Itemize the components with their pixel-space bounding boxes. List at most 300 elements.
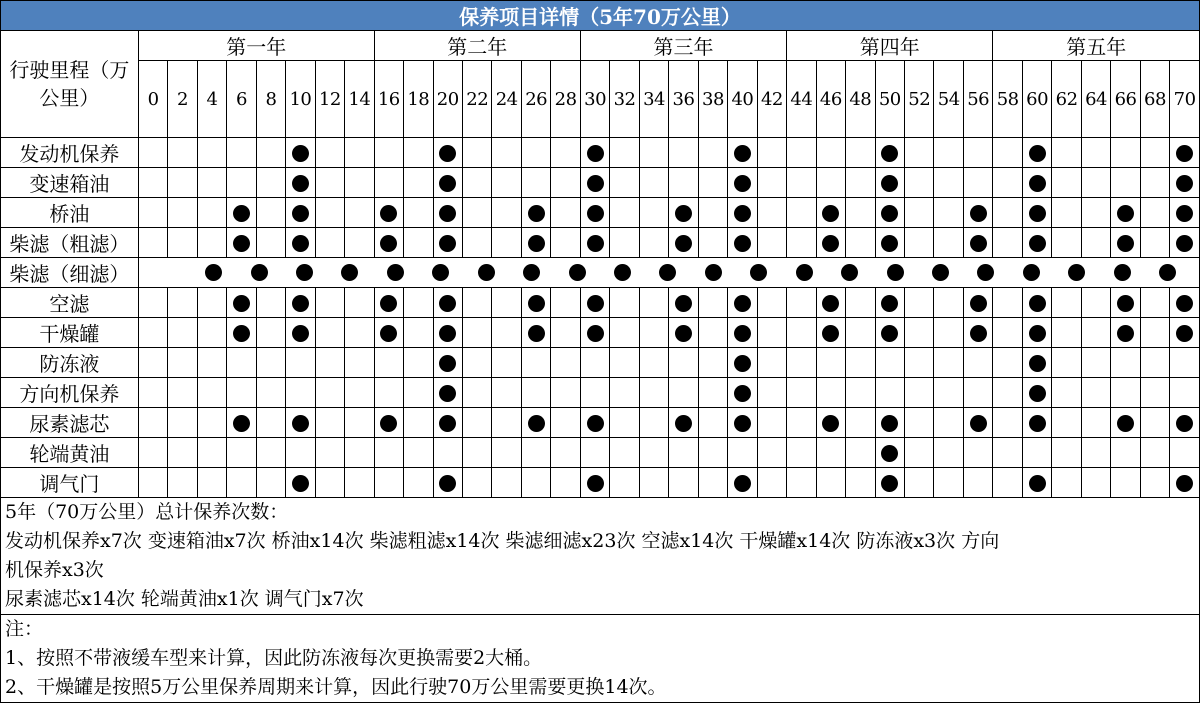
schedule-cell (1052, 408, 1081, 438)
maintenance-mark (970, 205, 987, 222)
schedule-cell (404, 138, 433, 168)
item-label: 桥油 (1, 198, 139, 228)
schedule-cell (610, 318, 639, 348)
schedule-cell (875, 198, 904, 228)
schedule-cell (315, 138, 344, 168)
maintenance-mark (881, 145, 898, 162)
schedule-cell (492, 288, 521, 318)
maintenance-mark (587, 475, 604, 492)
schedule-cell (639, 168, 668, 198)
maintenance-mark (205, 264, 222, 281)
schedule-cell (757, 168, 786, 198)
schedule-cell (1170, 348, 1200, 378)
schedule-cell (580, 198, 609, 228)
schedule-cell (787, 228, 816, 258)
schedule-cell (1170, 288, 1200, 318)
maintenance-mark (734, 235, 751, 252)
schedule-cell (1022, 138, 1051, 168)
schedule-cell (345, 408, 374, 438)
maintenance-mark (439, 145, 456, 162)
schedule-cell (433, 228, 462, 258)
schedule-cell (875, 438, 904, 468)
maintenance-mark (659, 264, 676, 281)
schedule-cell (197, 288, 226, 318)
schedule-cell (227, 288, 256, 318)
table-row (1, 258, 1200, 288)
km-tick: 0 (138, 61, 167, 138)
maintenance-mark (387, 264, 404, 281)
item-label: 方向机保养 (1, 378, 139, 408)
schedule-cell (227, 138, 256, 168)
schedule-cell (1140, 438, 1169, 468)
year-header: 第四年 (787, 31, 993, 61)
maintenance-mark (1029, 475, 1046, 492)
schedule-cell (433, 348, 462, 378)
schedule-cell (905, 228, 934, 258)
maintenance-mark (614, 264, 631, 281)
schedule-cell (1081, 228, 1110, 258)
schedule-cell (462, 408, 491, 438)
schedule-cell (1170, 468, 1200, 498)
schedule-cell (374, 318, 403, 348)
schedule-cell (846, 168, 875, 198)
schedule-cell (492, 228, 521, 258)
schedule-cell (168, 378, 197, 408)
maintenance-mark (750, 264, 767, 281)
schedule-cell (521, 438, 550, 468)
schedule-cell (934, 138, 963, 168)
schedule-cell (551, 408, 580, 438)
schedule-cell (462, 348, 491, 378)
schedule-cell (138, 348, 167, 378)
schedule-cell (286, 468, 315, 498)
summary-block (0, 498, 1200, 615)
maintenance-mark (233, 235, 250, 252)
schedule-cell (197, 408, 226, 438)
item-label: 防冻液 (1, 348, 139, 378)
item-label: 发动机保养 (1, 138, 139, 168)
maintenance-mark (380, 205, 397, 222)
schedule-cell (787, 378, 816, 408)
schedule-cell (492, 198, 521, 228)
schedule-cell (315, 228, 344, 258)
schedule-cell (138, 468, 167, 498)
km-tick: 24 (492, 61, 521, 138)
schedule-cell (1111, 138, 1140, 168)
schedule-cell (462, 468, 491, 498)
schedule-cell (757, 408, 786, 438)
schedule-cell (551, 378, 580, 408)
maintenance-mark (587, 145, 604, 162)
schedule-cell (787, 288, 816, 318)
schedule-cell (934, 198, 963, 228)
schedule-cell (698, 288, 727, 318)
maintenance-mark (439, 235, 456, 252)
summary-line-3: 尿素滤芯x14次 轮端黄油x1次 调气门x7次 (5, 588, 364, 610)
schedule-cell (934, 468, 963, 498)
schedule-cell (728, 408, 757, 438)
maintenance-mark (881, 235, 898, 252)
maintenance-mark (734, 145, 751, 162)
schedule-cell (1081, 168, 1110, 198)
schedule-cell (345, 438, 374, 468)
km-tick: 30 (580, 61, 609, 138)
year-header: 第一年 (138, 31, 374, 61)
schedule-cell (521, 468, 550, 498)
schedule-cell (934, 318, 963, 348)
schedule-cell (1140, 288, 1169, 318)
schedule-cell (963, 318, 992, 348)
maintenance-mark (233, 205, 250, 222)
schedule-cell (905, 438, 934, 468)
km-tick: 18 (404, 61, 433, 138)
schedule-cell (551, 438, 580, 468)
schedule-cell (138, 408, 167, 438)
maintenance-mark (1176, 295, 1193, 312)
schedule-cell (669, 288, 698, 318)
item-label: 空滤 (1, 288, 139, 318)
km-tick: 50 (875, 61, 904, 138)
schedule-cell (1170, 228, 1200, 258)
schedule-cell (905, 318, 934, 348)
maintenance-mark (1176, 145, 1193, 162)
schedule-cell (462, 198, 491, 228)
schedule-cell (404, 378, 433, 408)
km-tick: 8 (256, 61, 285, 138)
maintenance-mark (587, 415, 604, 432)
schedule-cell (816, 468, 845, 498)
maintenance-mark (1117, 325, 1134, 342)
schedule-cell (286, 228, 315, 258)
maintenance-mark (1176, 205, 1193, 222)
schedule-cell (1140, 378, 1169, 408)
schedule-cell (462, 288, 491, 318)
schedule-cell (551, 288, 580, 318)
schedule-cell (905, 138, 934, 168)
schedule-cell (315, 378, 344, 408)
schedule-cell (345, 228, 374, 258)
schedule-cell (1081, 198, 1110, 228)
schedule-cell (315, 288, 344, 318)
table-row (1, 468, 1200, 498)
schedule-cell (757, 348, 786, 378)
schedule-cell (1111, 198, 1140, 228)
km-row (1, 61, 1200, 138)
schedule-cell (227, 348, 256, 378)
schedule-cell (905, 168, 934, 198)
schedule-cell (1081, 378, 1110, 408)
schedule-cell (580, 168, 609, 198)
schedule-cell (934, 348, 963, 378)
schedule-cell (521, 378, 550, 408)
year-header: 第三年 (580, 31, 786, 61)
schedule-cell (1140, 168, 1169, 198)
schedule-cell (462, 378, 491, 408)
schedule-cell (1081, 468, 1110, 498)
schedule-cell (875, 318, 904, 348)
schedule-cell (963, 288, 992, 318)
km-tick: 46 (816, 61, 845, 138)
schedule-cell (374, 138, 403, 168)
km-tick: 38 (698, 61, 727, 138)
schedule-cell (551, 198, 580, 228)
schedule-cell (905, 348, 934, 378)
maintenance-mark (439, 475, 456, 492)
maintenance-mark (528, 295, 545, 312)
schedule-cell (580, 408, 609, 438)
schedule-cell (551, 348, 580, 378)
maintenance-mark (439, 355, 456, 372)
maintenance-mark (528, 235, 545, 252)
schedule-cell (639, 468, 668, 498)
maintenance-mark (1029, 385, 1046, 402)
maintenance-mark (528, 325, 545, 342)
schedule-cell (875, 288, 904, 318)
schedule-cell (846, 138, 875, 168)
maintenance-mark (341, 264, 358, 281)
maintenance-mark (796, 264, 813, 281)
schedule-cell (639, 438, 668, 468)
table-title: 保养项目详情（5年70万公里） (1, 1, 1200, 31)
schedule-cell (433, 288, 462, 318)
maintenance-mark (970, 325, 987, 342)
schedule-cell (551, 318, 580, 348)
schedule-cell (227, 408, 256, 438)
schedule-cell (757, 138, 786, 168)
maintenance-mark (977, 264, 994, 281)
schedule-cell (1140, 408, 1169, 438)
schedule-cell (846, 198, 875, 228)
schedule-cell (846, 228, 875, 258)
schedule-cell (168, 198, 197, 228)
maintenance-mark (380, 295, 397, 312)
schedule-cell (492, 318, 521, 348)
schedule-cell (286, 438, 315, 468)
maintenance-mark (734, 385, 751, 402)
maintenance-mark (1029, 175, 1046, 192)
schedule-cell (669, 198, 698, 228)
maintenance-mark (587, 235, 604, 252)
km-tick: 22 (462, 61, 491, 138)
schedule-cell (374, 468, 403, 498)
maintenance-mark (970, 295, 987, 312)
maintenance-mark (734, 295, 751, 312)
schedule-cell (580, 468, 609, 498)
maintenance-mark (587, 205, 604, 222)
schedule-cell (374, 228, 403, 258)
schedule-cell (757, 198, 786, 228)
schedule-cell (286, 348, 315, 378)
schedule-cell (1140, 318, 1169, 348)
item-label: 柴滤（细滤） (1, 258, 139, 288)
schedule-cell (197, 198, 226, 228)
schedule-cell (728, 288, 757, 318)
schedule-cell (286, 168, 315, 198)
schedule-cell (138, 288, 167, 318)
schedule-cell (934, 438, 963, 468)
schedule-cell (168, 348, 197, 378)
maintenance-mark (292, 475, 309, 492)
maintenance-mark (292, 145, 309, 162)
schedule-cell (374, 198, 403, 228)
schedule-cell (993, 378, 1022, 408)
maintenance-mark (841, 264, 858, 281)
schedule-cell (934, 228, 963, 258)
schedule-cell (433, 138, 462, 168)
schedule-cell (1111, 168, 1140, 198)
km-tick: 34 (639, 61, 668, 138)
summary-line-1: 发动机保养x7次 变速箱油x7次 桥油x14次 柴滤粗滤x14次 柴滤细滤x23次 空滤x14次 干燥罐x14次 防冻液x3次 方向 (5, 530, 1000, 552)
schedule-cell (846, 348, 875, 378)
km-tick: 32 (610, 61, 639, 138)
mileage-header-label: 行驶里程（万公里） (1, 31, 139, 138)
schedule-cell (846, 288, 875, 318)
schedule-cell (1111, 468, 1140, 498)
maintenance-mark (734, 325, 751, 342)
schedule-cell (698, 138, 727, 168)
schedule-cell (757, 468, 786, 498)
km-tick: 28 (551, 61, 580, 138)
schedule-cell (875, 138, 904, 168)
maintenance-mark (734, 205, 751, 222)
schedule-cell (286, 198, 315, 228)
schedule-cell (1081, 348, 1110, 378)
schedule-cell (315, 198, 344, 228)
schedule-cell (1170, 198, 1200, 228)
schedule-strip (138, 258, 1199, 288)
maintenance-mark (822, 325, 839, 342)
schedule-cell (521, 318, 550, 348)
maintenance-mark (675, 295, 692, 312)
schedule-cell (639, 408, 668, 438)
maintenance-mark (1117, 205, 1134, 222)
schedule-cell (345, 288, 374, 318)
schedule-cell (227, 318, 256, 348)
schedule-cell (816, 318, 845, 348)
schedule-cell (580, 138, 609, 168)
schedule-cell (462, 228, 491, 258)
schedule-cell (669, 408, 698, 438)
table-row (1, 138, 1200, 168)
schedule-cell (816, 348, 845, 378)
item-label: 尿素滤芯 (1, 408, 139, 438)
schedule-cell (993, 228, 1022, 258)
schedule-cell (138, 168, 167, 198)
schedule-cell (669, 168, 698, 198)
schedule-cell (757, 438, 786, 468)
schedule-cell (846, 438, 875, 468)
km-tick: 12 (315, 61, 344, 138)
schedule-cell (521, 288, 550, 318)
schedule-cell (521, 228, 550, 258)
schedule-cell (404, 468, 433, 498)
maintenance-mark (881, 205, 898, 222)
schedule-cell (197, 318, 226, 348)
schedule-cell (698, 468, 727, 498)
schedule-cell (728, 468, 757, 498)
km-tick: 52 (905, 61, 934, 138)
maintenance-mark (478, 264, 495, 281)
schedule-cell (227, 168, 256, 198)
schedule-cell (905, 198, 934, 228)
maintenance-mark (881, 175, 898, 192)
km-tick: 58 (993, 61, 1022, 138)
maintenance-mark (439, 325, 456, 342)
summary-line-2: 机保养x3次 (5, 559, 104, 581)
maintenance-mark (822, 295, 839, 312)
schedule-cell (1052, 468, 1081, 498)
schedule-cell (227, 198, 256, 228)
schedule-cell (816, 168, 845, 198)
km-tick: 70 (1170, 61, 1200, 138)
schedule-cell (698, 168, 727, 198)
note-1: 1、按照不带液缓车型来计算，因此防冻液每次更换需要2大桶。 (5, 647, 543, 669)
schedule-cell (580, 228, 609, 258)
schedule-cell (1052, 288, 1081, 318)
schedule-cell (846, 408, 875, 438)
schedule-cell (816, 138, 845, 168)
schedule-cell (1140, 228, 1169, 258)
schedule-cell (639, 198, 668, 228)
schedule-cell (227, 378, 256, 408)
schedule-cell (197, 378, 226, 408)
schedule-cell (1170, 408, 1200, 438)
year-row (1, 31, 1200, 61)
schedule-cell (404, 228, 433, 258)
schedule-cell (580, 288, 609, 318)
schedule-cell (1022, 168, 1051, 198)
schedule-cell (1022, 288, 1051, 318)
schedule-cell (345, 168, 374, 198)
schedule-cell (1170, 138, 1200, 168)
schedule-cell (256, 138, 285, 168)
schedule-cell (669, 348, 698, 378)
schedule-cell (610, 438, 639, 468)
year-header: 第五年 (993, 31, 1200, 61)
schedule-cell (138, 228, 167, 258)
schedule-cell (963, 378, 992, 408)
schedule-cell (610, 378, 639, 408)
schedule-cell (168, 228, 197, 258)
schedule-cell (345, 468, 374, 498)
schedule-cell (993, 348, 1022, 378)
schedule-cell (875, 348, 904, 378)
schedule-cell (256, 468, 285, 498)
notes-heading: 注： (5, 618, 44, 640)
schedule-cell (138, 198, 167, 228)
maintenance-mark (1176, 325, 1193, 342)
schedule-cell (1111, 318, 1140, 348)
schedule-cell (787, 198, 816, 228)
schedule-cell (168, 168, 197, 198)
maintenance-mark (587, 325, 604, 342)
schedule-cell (168, 408, 197, 438)
schedule-cell (521, 348, 550, 378)
year-header: 第二年 (374, 31, 580, 61)
km-tick: 42 (757, 61, 786, 138)
schedule-cell (639, 378, 668, 408)
table-row (1, 348, 1200, 378)
schedule-cell (1022, 378, 1051, 408)
schedule-cell (433, 168, 462, 198)
summary-heading: 5年（70万公里）总计保养次数： (5, 501, 289, 523)
schedule-cell (1052, 138, 1081, 168)
km-tick: 10 (286, 61, 315, 138)
maintenance-mark (292, 235, 309, 252)
schedule-cell (1052, 348, 1081, 378)
schedule-cell (492, 378, 521, 408)
schedule-cell (345, 378, 374, 408)
